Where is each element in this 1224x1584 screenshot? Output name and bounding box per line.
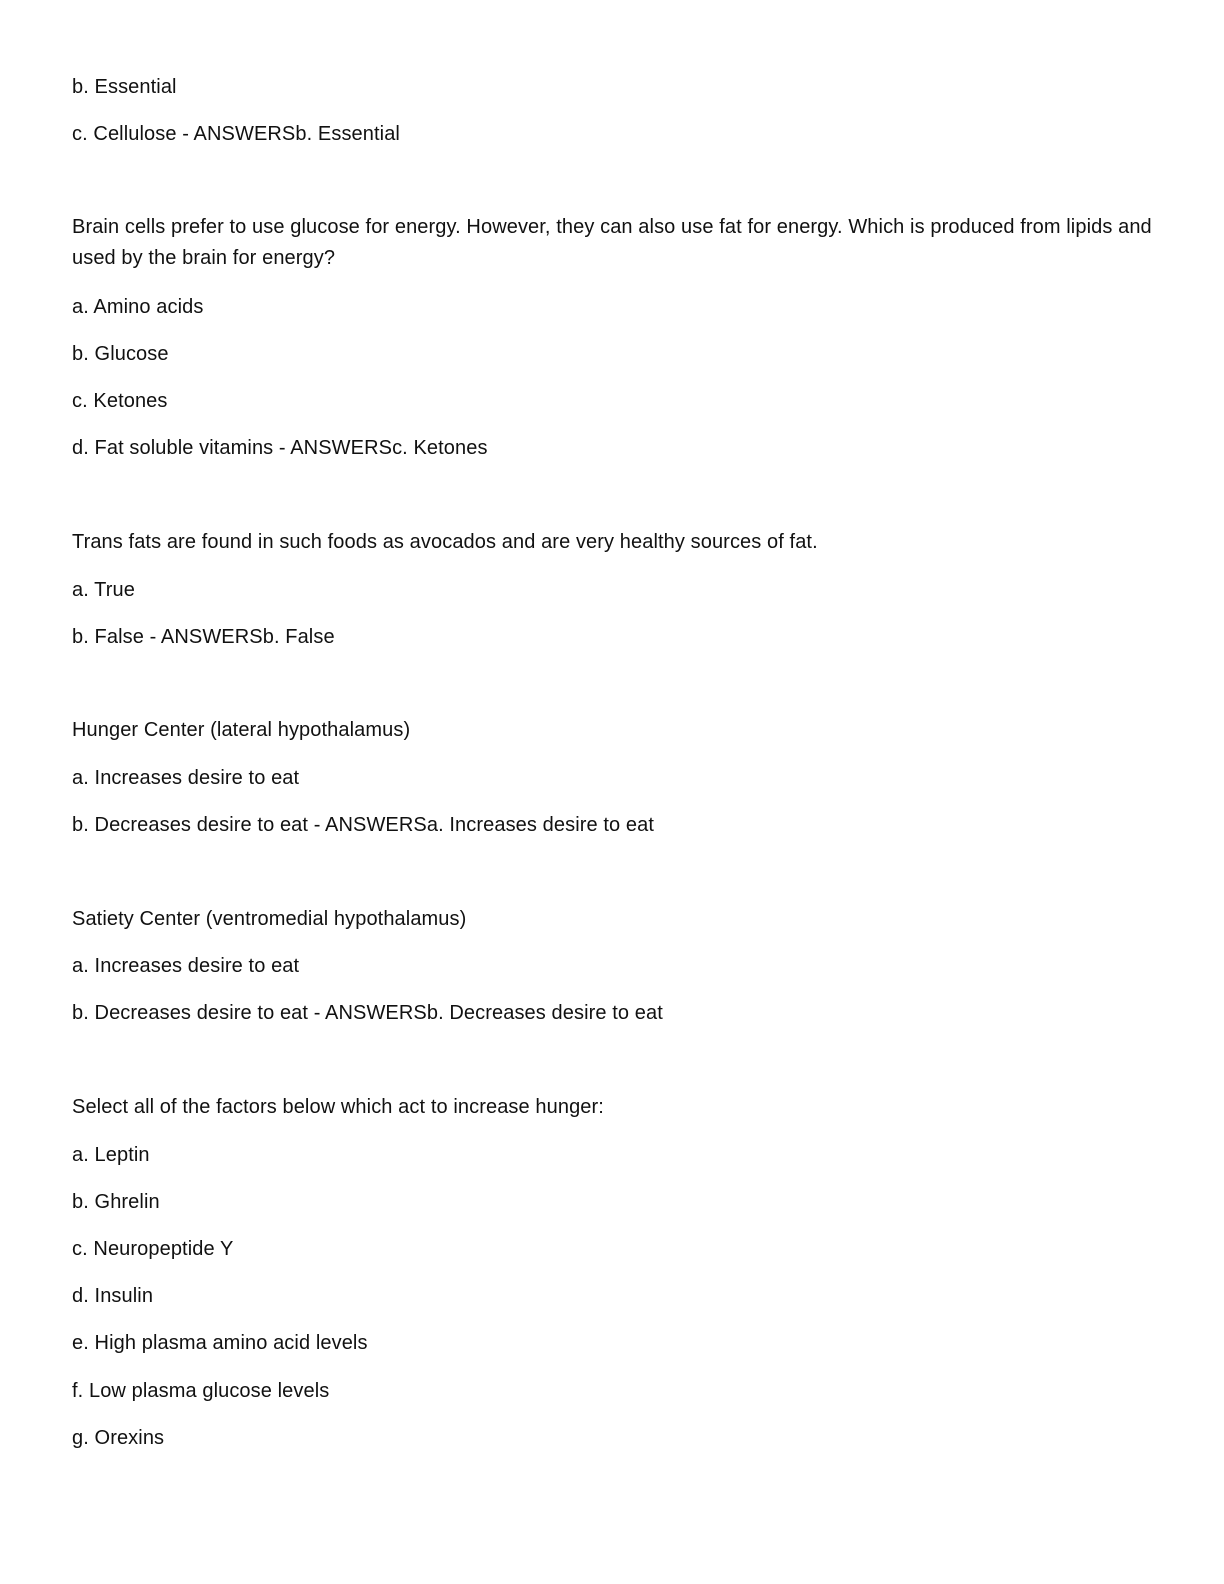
option-b-glucose: b. Glucose: [72, 343, 169, 365]
question-hunger-factors: Select all of the factors below which act to increase hunger:: [72, 1096, 604, 1118]
option-g-orexins: g. Orexins: [72, 1427, 165, 1449]
option-a-increases: a. Increases desire to eat: [72, 955, 300, 977]
option-a-amino-acids: a. Amino acids: [72, 296, 204, 318]
question-brain-cells: Brain cells prefer to use glucose for energy. However, they can also use fat for energy. Which is produced from lipids and used by the brain for energy?: [72, 216, 1152, 269]
option-a-leptin: a. Leptin: [72, 1144, 150, 1166]
option-c-cellulose-answer: c. Cellulose - ANSWERSb. Essential: [72, 123, 400, 145]
question-hunger-center: Hunger Center (lateral hypothalamus): [72, 719, 411, 741]
option-c-ketones: c. Ketones: [72, 390, 168, 412]
option-d-insulin: d. Insulin: [72, 1285, 154, 1307]
question-trans-fats: Trans fats are found in such foods as avocados and are very healthy sources of fat.: [72, 531, 818, 553]
option-b-decreases-answer: b. Decreases desire to eat - ANSWERSa. Increases desire to eat: [72, 814, 655, 836]
question-satiety-center: Satiety Center (ventromedial hypothalamus): [72, 908, 467, 930]
option-d-fat-soluble-answer: d. Fat soluble vitamins - ANSWERSc. Ketones: [72, 437, 488, 459]
option-e-amino-acid-levels: e. High plasma amino acid levels: [72, 1332, 368, 1354]
option-a-increases: a. Increases desire to eat: [72, 767, 300, 789]
option-b-false-answer: b. False - ANSWERSb. False: [72, 626, 335, 648]
option-b-decreases-answer: b. Decreases desire to eat - ANSWERSb. Decreases desire to eat: [72, 1002, 663, 1024]
option-b-ghrelin: b. Ghrelin: [72, 1191, 160, 1213]
option-b-essential: b. Essential: [72, 76, 177, 98]
option-f-glucose-levels: f. Low plasma glucose levels: [72, 1380, 330, 1402]
option-a-true: a. True: [72, 579, 135, 601]
option-c-neuropeptide-y: c. Neuropeptide Y: [72, 1238, 234, 1260]
